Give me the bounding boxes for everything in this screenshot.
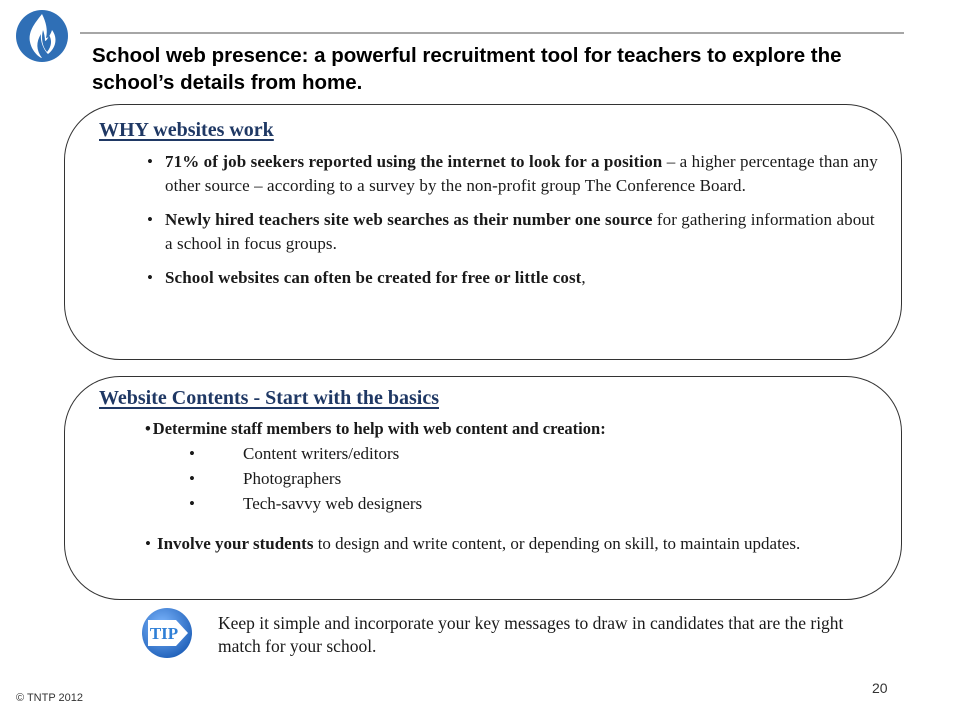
bullet-bold: School websites can often be created for free or little cost <box>165 268 582 287</box>
tip-label: TIP <box>149 624 179 643</box>
website-contents-panel <box>64 376 902 600</box>
slide-title: School web presence: a powerful recruitment tool for teachers to explore the school’s details from home. <box>92 44 842 94</box>
tip-arrow-badge-icon <box>140 606 194 660</box>
list-item: • Tech-savvy web designers <box>189 491 422 516</box>
students-text: to design and write content, or depending on skill, to maintain updates. <box>313 534 801 553</box>
list-item <box>145 150 883 198</box>
page-number: 20 <box>872 680 888 696</box>
why-heading: WHY websites work <box>99 119 274 141</box>
list-item <box>145 208 883 256</box>
bullet-bold: Newly hired teachers site web searches as their number one source <box>165 210 653 229</box>
tip-text: Keep it simple and incorporate your key messages to draw in candidates that are the right match for your school. <box>218 613 844 656</box>
list-item: • Content writers/editors <box>189 441 422 466</box>
staff-intro: • Determine staff members to help with web content and creation: <box>145 417 606 441</box>
list-item: • Photographers <box>189 466 422 491</box>
bullet-text: – a higher percentage than any other source – according to a survey by the non-profit group The Conference Board. <box>165 152 878 195</box>
students-bold: Involve your students <box>156 534 314 553</box>
list-item <box>145 266 883 290</box>
bullet-text: , <box>581 268 586 287</box>
title-divider <box>80 32 904 34</box>
staff-role-list <box>189 441 422 516</box>
bullet-bold: 71% of job seekers reported using the internet to look for a position <box>165 152 663 171</box>
students-bullet <box>145 531 883 556</box>
flame-logo-icon <box>14 8 70 64</box>
contents-heading: Website Contents - Start with the basics <box>99 387 439 409</box>
bullet-text: for gathering information about a school in focus groups. <box>165 210 875 253</box>
copyright: © TNTP 2012 <box>16 692 84 704</box>
why-bullet-list <box>145 150 883 300</box>
why-websites-panel <box>64 104 902 360</box>
